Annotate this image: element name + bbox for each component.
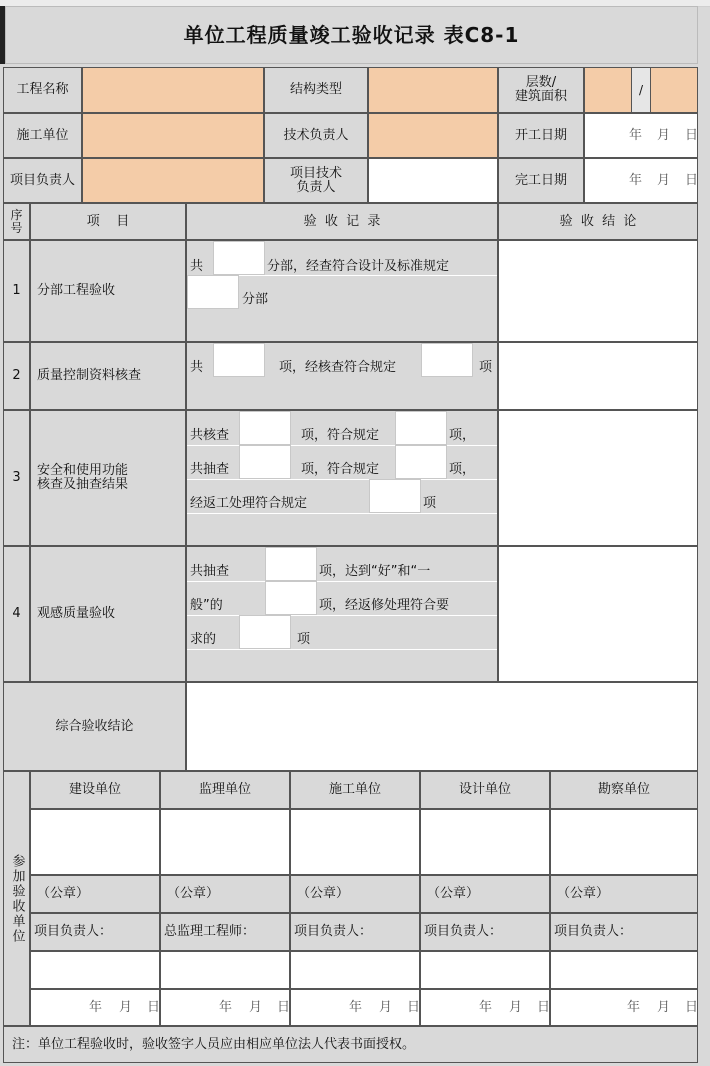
summary-conclusion[interactable] xyxy=(186,682,698,771)
pm-field[interactable] xyxy=(82,158,264,203)
project-name-field[interactable] xyxy=(82,67,264,113)
col-item-header: 项 目 xyxy=(30,203,186,240)
row-2-no: 2 xyxy=(3,342,30,410)
r4-req-suffix: 项 xyxy=(297,632,311,647)
row-3-item: 安全和使用功能 核查及抽查结果 xyxy=(30,410,186,546)
row-3-conclusion[interactable] xyxy=(498,410,698,546)
unit-date-month: 月 xyxy=(657,1000,671,1015)
floors-area-separator: / xyxy=(632,67,650,113)
r4-divider-1 xyxy=(187,581,497,582)
unit-date-year: 年 xyxy=(479,1000,493,1015)
row-2-record xyxy=(186,342,498,410)
unit-date-day: 日 xyxy=(685,1000,699,1015)
unit-responsible-person: 项目负责人： xyxy=(550,913,698,951)
project-tech-lead-label: 项目技术 负责人 xyxy=(264,158,368,203)
unit-name: 监理单位 xyxy=(160,771,290,809)
start-date-label: 开工日期 xyxy=(498,113,584,158)
structure-type-field[interactable] xyxy=(368,67,498,113)
unit-responsible-person: 项目负责人： xyxy=(290,913,420,951)
r4-good-prefix: 般”的 xyxy=(190,598,223,613)
row-1-conclusion[interactable] xyxy=(498,240,698,342)
r3-rework-prefix: 经返工处理符合规定 xyxy=(190,496,308,511)
unit-signature-area[interactable] xyxy=(290,809,420,875)
r3-rework-suffix: 项 xyxy=(423,496,437,511)
r3-divider-1 xyxy=(187,445,497,446)
unit-name: 施工单位 xyxy=(290,771,420,809)
r4-divider-3 xyxy=(187,649,497,650)
r4-good-suffix: 项，经返修处理符合要 xyxy=(319,598,450,613)
participants-side-text: 参加验收单位 xyxy=(9,853,25,944)
r1-total-input[interactable] xyxy=(213,241,265,275)
floors-area-label: 层数/ 建筑面积 xyxy=(498,67,584,113)
page-title: 单位工程质量竣工验收记录 表C8-1 xyxy=(5,6,698,64)
row-1-record xyxy=(186,240,498,342)
unit-date-day: 日 xyxy=(147,1000,161,1015)
unit-date-year: 年 xyxy=(627,1000,641,1015)
project-tech-lead-field[interactable] xyxy=(368,158,498,203)
r4-sampled-prefix: 共抽查 xyxy=(190,564,230,579)
finish-date-month: 月 xyxy=(657,173,671,188)
unit-date-year: 年 xyxy=(349,1000,363,1015)
r3-checked-ok-input[interactable] xyxy=(395,411,447,445)
participants-side-label xyxy=(3,771,30,1026)
finish-date-label: 完工日期 xyxy=(498,158,584,203)
r3-sampled-mid: 项，符合规定 xyxy=(301,462,380,477)
contractor-label: 施工单位 xyxy=(3,113,82,158)
unit-date[interactable] xyxy=(30,989,160,1026)
tech-lead-label: 技术负责人 xyxy=(264,113,368,158)
pm-label: 项目负责人 xyxy=(3,158,82,203)
row-2-item: 质量控制资料核查 xyxy=(30,342,186,410)
finish-date-year: 年 xyxy=(629,173,643,188)
area-field[interactable] xyxy=(650,67,698,113)
unit-sign-field[interactable] xyxy=(290,951,420,989)
unit-date-day: 日 xyxy=(407,1000,421,1015)
unit-date-month: 月 xyxy=(249,1000,263,1015)
row-4-record xyxy=(186,546,498,682)
r3-sampled-suffix: 项， xyxy=(449,462,476,477)
r3-checked-mid: 项，符合规定 xyxy=(301,428,380,443)
r3-checked-input[interactable] xyxy=(239,411,291,445)
r2-total-prefix: 共 xyxy=(190,360,204,375)
unit-responsible-person: 项目负责人： xyxy=(420,913,550,951)
col-record-header: 验 收 记 录 xyxy=(186,203,498,240)
start-date-day: 日 xyxy=(685,128,699,143)
r4-sampled-input[interactable] xyxy=(265,547,317,581)
r2-total-input[interactable] xyxy=(213,343,265,377)
unit-sign-field[interactable] xyxy=(160,951,290,989)
unit-name: 设计单位 xyxy=(420,771,550,809)
unit-date-month: 月 xyxy=(379,1000,393,1015)
r3-sampled-ok-input[interactable] xyxy=(395,445,447,479)
unit-sign-field[interactable] xyxy=(550,951,698,989)
row-4-conclusion[interactable] xyxy=(498,546,698,682)
finish-date-day: 日 xyxy=(685,173,699,188)
r4-sampled-suffix: 项，达到“好”和“一 xyxy=(319,564,431,579)
unit-signature-area[interactable] xyxy=(160,809,290,875)
unit-sign-field[interactable] xyxy=(420,951,550,989)
unit-signature-area[interactable] xyxy=(420,809,550,875)
r1-count-input[interactable] xyxy=(187,275,239,309)
unit-seal: （公章） xyxy=(290,875,420,913)
unit-sign-field[interactable] xyxy=(30,951,160,989)
r4-divider-2 xyxy=(187,615,497,616)
floors-field[interactable] xyxy=(584,67,632,113)
r3-rework-input[interactable] xyxy=(369,479,421,513)
r3-divider-3 xyxy=(187,513,497,514)
unit-date[interactable] xyxy=(290,989,420,1026)
project-name-label: 工程名称 xyxy=(3,67,82,113)
unit-signature-area[interactable] xyxy=(550,809,698,875)
unit-date[interactable] xyxy=(550,989,698,1026)
start-date-year: 年 xyxy=(629,128,643,143)
row-4-no: 4 xyxy=(3,546,30,682)
unit-name: 建设单位 xyxy=(30,771,160,809)
unit-date-year: 年 xyxy=(219,1000,233,1015)
unit-responsible-person: 总监理工程师： xyxy=(160,913,290,951)
r2-total-suffix: 项，经核查符合规定 xyxy=(279,360,397,375)
unit-seal: （公章） xyxy=(420,875,550,913)
r1-total-prefix: 共 xyxy=(190,259,204,274)
unit-seal: （公章） xyxy=(30,875,160,913)
r3-divider-2 xyxy=(187,479,497,480)
unit-date-year: 年 xyxy=(89,1000,103,1015)
r1-count-suffix: 分部 xyxy=(242,292,269,307)
unit-signature-area[interactable] xyxy=(30,809,160,875)
unit-seal: （公章） xyxy=(160,875,290,913)
footnote: 注：单位工程验收时，验收签字人员应由相应单位法人代表书面授权。 xyxy=(3,1026,698,1063)
unit-date[interactable] xyxy=(420,989,550,1026)
r3-sampled-prefix: 共抽查 xyxy=(190,462,230,477)
row-3-no: 3 xyxy=(3,410,30,546)
r2-count-suffix: 项 xyxy=(479,360,493,375)
row-3-record xyxy=(186,410,498,546)
r3-sampled-input[interactable] xyxy=(239,445,291,479)
summary-label: 综合验收结论 xyxy=(3,682,186,771)
row-1-no: 1 xyxy=(3,240,30,342)
tech-lead-field[interactable] xyxy=(368,113,498,158)
col-conclusion-header: 验 收 结 论 xyxy=(498,203,698,240)
unit-seal: （公章） xyxy=(550,875,698,913)
unit-date-month: 月 xyxy=(119,1000,133,1015)
col-no-header: 序 号 xyxy=(3,203,30,240)
structure-type-label: 结构类型 xyxy=(264,67,368,113)
unit-date-day: 日 xyxy=(537,1000,551,1015)
contractor-field[interactable] xyxy=(82,113,264,158)
start-date-field[interactable] xyxy=(584,113,698,158)
row-4-item: 观感质量验收 xyxy=(30,546,186,682)
unit-name: 勘察单位 xyxy=(550,771,698,809)
r4-req-prefix: 求的 xyxy=(190,632,217,647)
row-2-conclusion[interactable] xyxy=(498,342,698,410)
unit-date-day: 日 xyxy=(277,1000,291,1015)
finish-date-field[interactable] xyxy=(584,158,698,203)
row-1-item: 分部工程验收 xyxy=(30,240,186,342)
unit-date-month: 月 xyxy=(509,1000,523,1015)
unit-date[interactable] xyxy=(160,989,290,1026)
unit-responsible-person: 项目负责人： xyxy=(30,913,160,951)
r1-total-suffix: 分部，经查符合设计及标准规定 xyxy=(267,259,450,274)
r4-req-input[interactable] xyxy=(239,615,291,649)
r2-count-input[interactable] xyxy=(421,343,473,377)
r3-checked-suffix: 项， xyxy=(449,428,476,443)
r3-checked-prefix: 共核查 xyxy=(190,428,230,443)
start-date-month: 月 xyxy=(657,128,671,143)
r4-good-input[interactable] xyxy=(265,581,317,615)
